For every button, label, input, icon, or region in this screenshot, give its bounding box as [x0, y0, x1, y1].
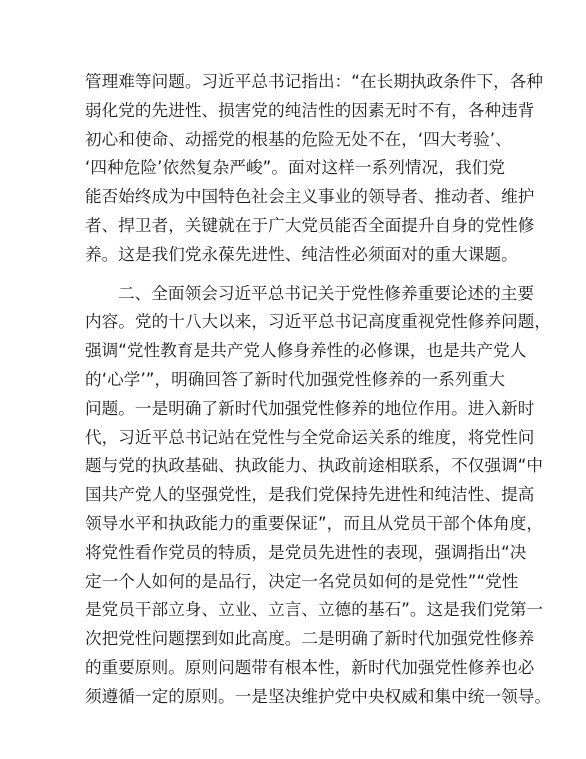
paragraph-2	[85, 280, 552, 712]
paragraph-1	[85, 68, 544, 270]
text-line: 者、捍卫者，关键就在于广大党员能否全面提升自身的党性修	[85, 215, 535, 235]
text-line: 强调“党性教育是共产党人修身养性的必修课，也是共产党人	[85, 341, 527, 361]
text-line: 初心和使命、动摇党的根基的危险无处不在，‘四大考验’、	[85, 129, 512, 149]
text-line: 代，习近平总书记站在党性与全党命运关系的维度，将党性问	[85, 427, 535, 447]
text-line: 国共产党人的坚强党性，是我们党保持先进性和纯洁性、提高	[85, 485, 535, 505]
text-line: 须遵循一定的原则。一是坚决维护党中央权威和集中统一领导。	[85, 686, 552, 706]
text-line: 能否始终成为中国特色社会主义事业的领导者、推动者、维护	[85, 187, 535, 207]
text-line: 的‘心学’”，明确回答了新时代加强党性修养的一系列重大	[85, 369, 505, 389]
text-line: 二、全面领会习近平总书记关于党性修养重要论述的主要	[118, 283, 535, 303]
text-line: 问题。一是明确了新时代加强党性修养的地位作用。进入新时	[85, 398, 535, 418]
text-line: 管理难等问题。习近平总书记指出：“在长期执政条件下，各种	[85, 72, 544, 91]
text-line: 将党性看作党员的特质，是党员先进性的表现，强调指出“决	[85, 542, 527, 562]
text-line: 的重要原则。原则问题带有根本性，新时代加强党性修养也必	[85, 657, 535, 677]
text-line: ‘四种危险’依然复杂严峻”。面对这样一系列情况，我们党	[85, 158, 505, 178]
text-line: 弱化党的先进性、损害党的纯洁性的因素无时不有，各种违背	[85, 100, 535, 120]
text-line: 内容。党的十八大以来，习近平总书记高度重视党性修养问题，	[85, 312, 552, 332]
text-line: 定一个人如何的是品行，决定一名党员如何的是党性”“党性	[85, 571, 519, 591]
text-line: 是党员干部立身、立业、立言、立德的基石”。这是我们党第一	[85, 600, 544, 620]
body-text	[85, 68, 552, 712]
paragraph-spacer	[85, 270, 505, 280]
text-line: 养。这是我们党永葆先进性、纯洁性必须面对的重大课题。	[85, 244, 518, 264]
text-line: 领导水平和执政能力的重要保证”，而且从党员干部个体角度，	[85, 513, 544, 533]
text-line: 题与党的执政基础、执政能力、执政前途相联系，不仅强调“中	[85, 456, 544, 476]
text-line: 次把党性问题摆到如此高度。二是明确了新时代加强党性修养	[85, 629, 535, 649]
